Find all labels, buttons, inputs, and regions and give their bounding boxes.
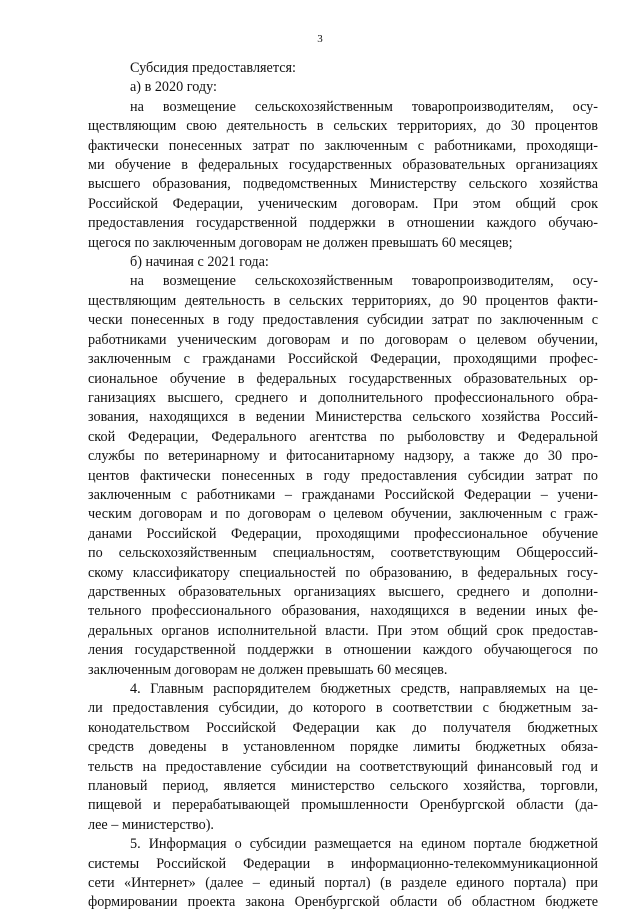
text-line: центов фактически понесенных в году предоставления субсидии затрат по <box>88 467 598 484</box>
text-line: дарственных образовательных организациях высшего, среднего и дополни- <box>88 583 598 600</box>
text-line: а) в 2020 году: <box>130 79 217 96</box>
text-line: тельств на предоставление субсидии на соответствующий финансовый год и <box>88 758 598 775</box>
text-line: заключенным с работниками – гражданами Российской Федерации – учени- <box>88 486 598 503</box>
text-line: службы по ветеринарному и фитосанитарному надзору, а также до 30 про- <box>88 448 598 465</box>
text-line: б) начиная с 2021 года: <box>130 254 269 271</box>
text-line: плановый период, является министерство сельского хозяйства, торговли, <box>88 778 598 795</box>
text-line: 4. Главным распорядителем бюджетных средств, направляемых на це- <box>130 681 598 697</box>
text-line: высшего образования, подведомственных Министерству сельского хозяйства <box>88 176 598 193</box>
text-line: пищевой и перерабатывающей промышленности Оренбургской области (да- <box>88 797 598 814</box>
text-line: конодательством Российской Федерации как до получателя бюджетных <box>88 719 598 736</box>
text-line: работниками ученическим договорам и по договорам о целевом обучении, <box>88 331 598 348</box>
text-line: ганизациях высшего, среднего и дополнительного профессионального обра- <box>88 389 598 406</box>
page-number: 3 <box>317 33 323 45</box>
text-line: данами Российской Федерации, проходящими профессиональное обучение <box>88 525 598 542</box>
text-line: формировании проекта закона Оренбургской области об областном бюджете <box>88 894 598 911</box>
text-line: предоставления государственной поддержки в отношении каждого обучаю- <box>88 215 598 232</box>
text-line: по сельскохозяйственным специальностям, соответствующим Общероссий- <box>88 545 598 562</box>
text-line: на возмещение сельскохозяйственным товаропроизводителям, осу- <box>130 98 598 115</box>
text-line: ческим договорам и по договорам о целевом обучении, заключенным с граж- <box>88 506 598 523</box>
text-line: ществляющим свою деятельность в сельских территориях, до 30 процентов <box>88 118 598 135</box>
text-line: системы Российской Федерации в информационно-телекоммуникационной <box>88 855 598 872</box>
text-line: ли предоставления субсидии, до которого в соответствии с бюджетным за- <box>88 700 598 717</box>
text-line: Субсидия предоставляется: <box>130 60 296 76</box>
text-line: 5. Информация о субсидии размещается на едином портале бюджетной <box>130 836 598 853</box>
text-line: тельного профессионального образования, находящихся в ведении иных фе- <box>88 603 598 620</box>
text-line: Российской Федерации, ученическим договорам. При этом общий срок <box>88 195 598 212</box>
text-line: щегося по заключенным договорам не должен превышать 60 месяцев; <box>88 234 513 251</box>
text-line: деральных органов исполнительной власти. При этом общий срок предостав- <box>88 622 598 639</box>
text-line: чески понесенных в году предоставления субсидии затрат по заключенным с <box>88 312 598 329</box>
text-line: сиональное обучение в федеральных государственных образовательных ор- <box>88 370 598 387</box>
text-line: средств доведены в установленном порядке лимиты бюджетных обяза- <box>88 739 598 756</box>
text-line: сети «Интернет» (далее – единый портал) (в разделе единого портала) при <box>88 875 598 892</box>
text-line: лее – министерство). <box>88 816 214 833</box>
text-line: фактически понесенных затрат по заключенным с работниками, проходящи- <box>88 137 598 154</box>
text-line: ществляющим деятельность в сельских территориях, до 90 процентов факти- <box>88 292 598 309</box>
text-line: скому классификатору специальностей по образованию, в федеральных госу- <box>88 564 598 581</box>
document-body <box>88 59 598 913</box>
text-line: заключенным с гражданами Российской Федерации, проходящими профес- <box>88 351 598 368</box>
text-line: на возмещение сельскохозяйственным товаропроизводителям, осу- <box>130 273 598 290</box>
text-line: ской Федерации, Федерального агентства по рыболовству и Федеральной <box>88 428 598 445</box>
text-line: заключенным договорам не должен превышать 60 месяцев. <box>88 661 448 678</box>
text-line: зования, находящихся в ведении Министерства сельского хозяйства Россий- <box>88 409 598 426</box>
text-line: ления государственной поддержки в отношении каждого обучающегося по <box>88 642 598 659</box>
text-line: ми обучение в федеральных государственных образовательных организациях <box>88 157 598 174</box>
